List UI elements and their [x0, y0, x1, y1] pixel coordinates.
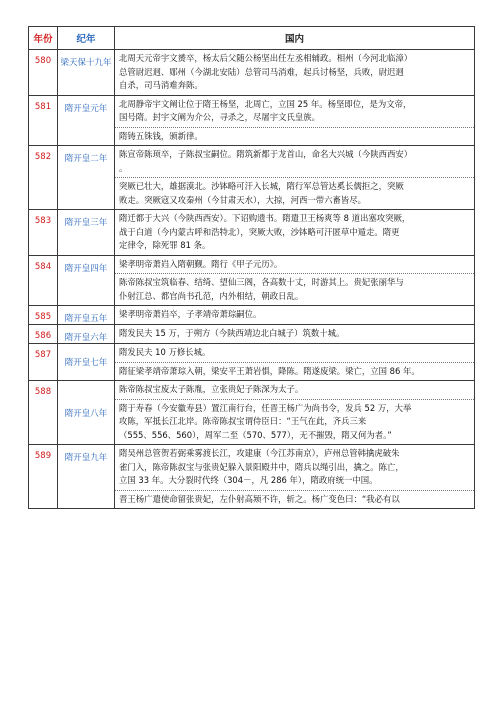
event-cell [115, 210, 475, 256]
event-paragraph: 隋发民夫 15 万，于朔方（今陕西靖边北白城子）筑数十城。 [119, 328, 345, 338]
event-paragraph: 隋吴州总管贺若弼乘雾渡长江，攻建康（今江苏南京），庐州总管韩擒虎破朱 雀门入，陈帝陈叔宝与张贵妃躲入景阳殿井中，隋兵以绳引出，擒之。陈亡， 立国 33 年。大分裂时代终（304－，凡 286 年），隋政府统一中国。 [119, 448, 404, 485]
header-era: 纪年 [58, 27, 115, 50]
event-cell [115, 325, 475, 344]
table-row [29, 146, 475, 210]
event-cell [115, 306, 475, 325]
event-cell [115, 445, 475, 509]
table-row [29, 344, 475, 381]
event-cell [115, 95, 475, 146]
year-cell: 580 [29, 50, 58, 96]
event-cell [115, 146, 475, 210]
table-row [29, 255, 475, 306]
year-cell: 587 [29, 344, 58, 381]
table-row [29, 445, 475, 509]
era-cell: 隋开皇七年 [58, 344, 115, 381]
event-paragraph: 突厥已壮大，雄据漠北。沙钵略可汗入长城，隋行军总管达奚长儒拒之，突厥 败走。突厥寇又攻秦州（今甘肃天水），大掠，河西一带六畜皆尽。 [115, 177, 474, 209]
era-cell: 隋开皇四年 [58, 255, 115, 306]
year-cell: 582 [29, 146, 58, 210]
event-paragraph: 隋铸五铢钱，颁新律。 [115, 127, 474, 146]
chronicle-table [28, 26, 475, 509]
year-cell: 589 [29, 445, 58, 509]
table-row [29, 50, 475, 96]
event-paragraph: 晋王杨广遣使命留张贵妃，左仆射高颎不许，斩之。杨广变色曰：“我必有以 [115, 490, 474, 509]
event-paragraph: 陈帝陈叔宝废太子陈胤，立张贵妃子陈深为太子。 [119, 384, 304, 394]
header-domestic: 国内 [115, 27, 475, 50]
event-paragraph: 隋于寿春（今安徽寿县）置江南行台，任晋王杨广为尚书令，发兵 52 万，大举 攻陈，军抵长江北岸。陈帝陈叔宝谓侍臣曰：“王气在此，齐兵三来 （555、556、560），周军二至（570、577），无不摧毁，隋又何为者。” [115, 399, 474, 445]
table-header-row [29, 27, 475, 50]
era-cell: 隋开皇二年 [58, 146, 115, 210]
event-paragraph: 陈宣帝陈顼卒，子陈叔宝嗣位。隋筑新都于龙首山，命名大兴城（今陕西西安） 。 [119, 149, 413, 173]
event-cell [115, 344, 475, 381]
event-cell [115, 50, 475, 96]
event-paragraph: 隋发民夫 10 万修长城。 [119, 347, 211, 357]
year-cell: 586 [29, 325, 58, 344]
table-row [29, 306, 475, 325]
year-cell: 588 [29, 381, 58, 445]
year-cell: 581 [29, 95, 58, 146]
header-year: 年份 [29, 27, 58, 50]
table-row [29, 381, 475, 445]
year-cell: 585 [29, 306, 58, 325]
event-cell [115, 255, 475, 306]
event-paragraph: 隋征梁孝靖帝萧琮入朝，梁安平王萧岩惧，降陈。隋遂废梁。梁亡，立国 86 年。 [115, 362, 474, 381]
event-cell [115, 381, 475, 445]
era-cell: 隋开皇八年 [58, 381, 115, 445]
era-cell: 隋开皇元年 [58, 95, 115, 146]
event-paragraph: 隋迁都于大兴（今陕西西安）。下诏购遗书。隋遣卫王杨爽等 8 道出塞攻突厥， 战于白道（今内蒙古呼和浩特北），突厥大败，沙钵略可汗匿草中遁走。隋更 定律令，除死罪 81 条。 [119, 213, 411, 250]
era-cell: 梁天保十九年 [58, 50, 115, 96]
event-paragraph: 北周静帝宇文阐让位于隋王杨坚，北周亡，立国 25 年。杨坚即位，是为文帝， 国号隋。封宇文阐为介公，寻杀之，尽屠宇文氏皇族。 [119, 98, 412, 122]
event-paragraph: 梁孝明帝萧岿入隋朝觐。隋行《甲子元历》。 [119, 258, 283, 269]
era-cell: 隋开皇五年 [58, 306, 115, 325]
chronicle-page [28, 26, 474, 509]
table-row [29, 95, 475, 146]
table-body [29, 50, 475, 509]
era-cell: 隋开皇三年 [58, 210, 115, 256]
era-cell: 隋开皇六年 [58, 325, 115, 344]
era-cell: 隋开皇九年 [58, 445, 115, 509]
year-cell: 584 [29, 255, 58, 306]
event-paragraph: 梁孝明帝萧岿卒，子孝靖帝萧琮嗣位。 [119, 309, 262, 319]
table-row [29, 210, 475, 256]
event-paragraph: 北周天元帝宇文赟卒，杨太后父随公杨坚出任左丞相辅政。相州（今河北临漳） 总管尉迟迥、郧州（今湖北安陆）总管司马消难，起兵讨杨坚，兵败，尉迟迥 自杀，司马消难奔陈。 [119, 53, 413, 90]
year-cell: 583 [29, 210, 58, 256]
event-paragraph: 陈帝陈叔宝筑临春、结绮、望仙三阁，各高数十丈，时游其上。贵妃张丽华与 仆射江总、都官尚书孔范，内外相结，朝政日乱。 [115, 273, 474, 305]
table-row [29, 325, 475, 344]
